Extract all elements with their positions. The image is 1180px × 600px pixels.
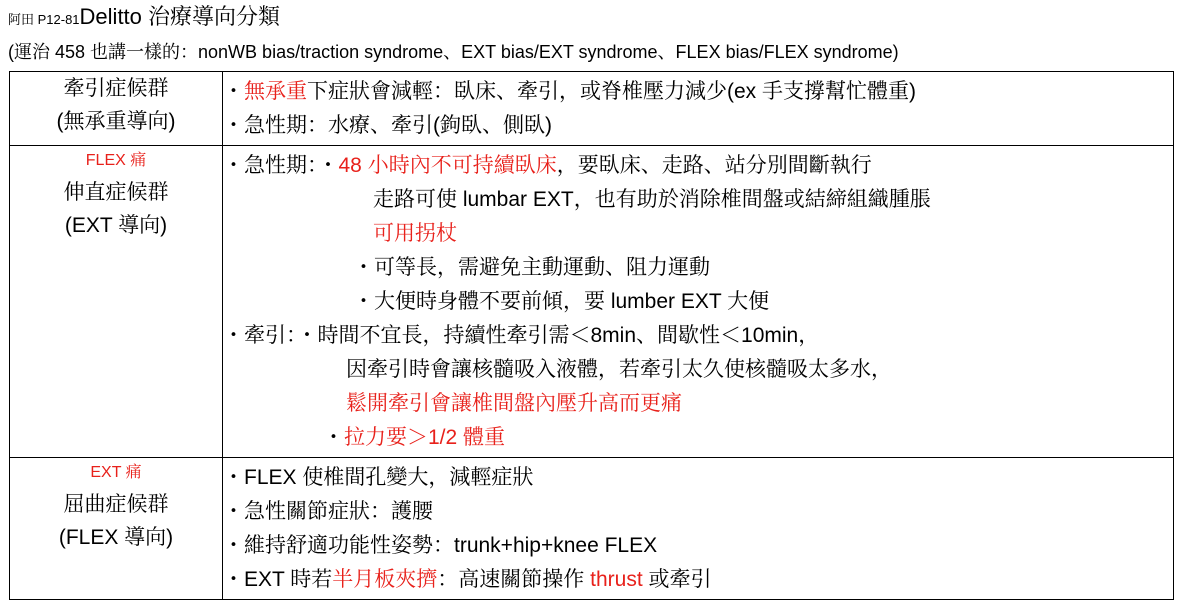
description-line: [223, 75, 1173, 109]
category-cell: [10, 146, 223, 458]
line-text: 因牽引時會讓核髓吸入液體，若牽引太久使核髓吸太多水，: [346, 358, 892, 381]
table-row: [10, 72, 1174, 146]
highlight-text: 可用拐杖: [373, 222, 457, 245]
line-text: ・FLEX 使椎間孔變大，減輕症狀: [223, 466, 534, 489]
line-text: 或牽引: [642, 568, 712, 591]
description-line: [223, 495, 1173, 529]
line-text: 走路可使 lumbar EXT，也有助於消除椎間盤或結締組織腫脹: [373, 188, 931, 211]
description-line: [223, 387, 1173, 421]
highlight-text: thrust: [590, 568, 643, 591]
line-text: ・急性期：・: [223, 154, 339, 177]
classification-table: [9, 71, 1174, 600]
highlight-text: 鬆開牽引會讓椎間盤內壓升高而更痛: [346, 392, 682, 415]
line-text: ・: [323, 426, 344, 449]
category-orientation: (EXT 導向): [64, 214, 168, 237]
highlight-text: 拉力要＞1/2 體重: [344, 426, 506, 449]
description-line: [223, 149, 1173, 183]
pain-tag: EXT 痛: [90, 464, 142, 481]
category-cell: [10, 458, 223, 600]
description-line: [223, 109, 1173, 143]
description-line: [223, 529, 1173, 563]
line-text: ・可等長，需避免主動運動、阻力運動: [353, 256, 710, 279]
category-name: 牽引症候群: [63, 77, 169, 100]
highlight-text: 48 小時內不可持續臥床: [338, 154, 557, 177]
line-text: ・維持舒適功能性姿勢：trunk+hip+knee FLEX: [223, 534, 658, 557]
description-cell: [223, 72, 1174, 146]
line-text: 下症狀會減輕：臥床、牽引，或脊椎壓力減少(ex 手支撐幫忙體重): [307, 80, 916, 103]
highlight-text: 無承重: [244, 80, 307, 103]
category-cell: [10, 72, 223, 146]
category-name: 伸直症候群: [63, 181, 169, 204]
pain-tag: FLEX 痛: [85, 152, 147, 169]
category-orientation: (無承重導向): [56, 110, 176, 133]
line-text: ・EXT 時若: [223, 568, 333, 591]
description-line: [223, 563, 1173, 597]
subtitle: (運治 458 也講一樣的：nonWB bias/traction syndrome、EXT bias/EXT syndrome、FLEX bias/FLEX syndrome): [8, 42, 899, 62]
line-text: ・急性期：水療、牽引(鉤臥、側臥): [223, 114, 552, 137]
title-text: Delitto 治療導向分類: [79, 4, 281, 29]
description-line: [223, 461, 1173, 495]
line-text: ・大便時身體不要前傾，要 lumber EXT 大便: [353, 290, 770, 313]
description-cell: [223, 146, 1174, 458]
description-line: [223, 217, 1173, 251]
description-cell: [223, 458, 1174, 600]
table-row: [10, 146, 1174, 458]
description-line: [223, 251, 1173, 285]
category-orientation: (FLEX 導向): [58, 526, 174, 549]
line-text: ・牽引：・時間不宜長，持續性牽引需＜8min、間歇性＜10min，: [223, 324, 820, 347]
table-row: [10, 458, 1174, 600]
category-name: 屈曲症候群: [63, 493, 169, 516]
page-title: [8, 0, 280, 34]
source-label: 阿田 P12-81: [8, 12, 80, 27]
line-text: ・急性關節症狀：護腰: [223, 500, 433, 523]
highlight-text: 半月板夾擠: [332, 568, 438, 591]
line-text: ：高速關節操作: [437, 568, 591, 591]
description-line: [223, 183, 1173, 217]
description-line: [223, 421, 1173, 455]
line-text: ・: [223, 80, 244, 103]
description-line: [223, 353, 1173, 387]
description-line: [223, 319, 1173, 353]
line-text: ，要臥床、走路、站分別間斷執行: [556, 154, 872, 177]
description-line: [223, 285, 1173, 319]
